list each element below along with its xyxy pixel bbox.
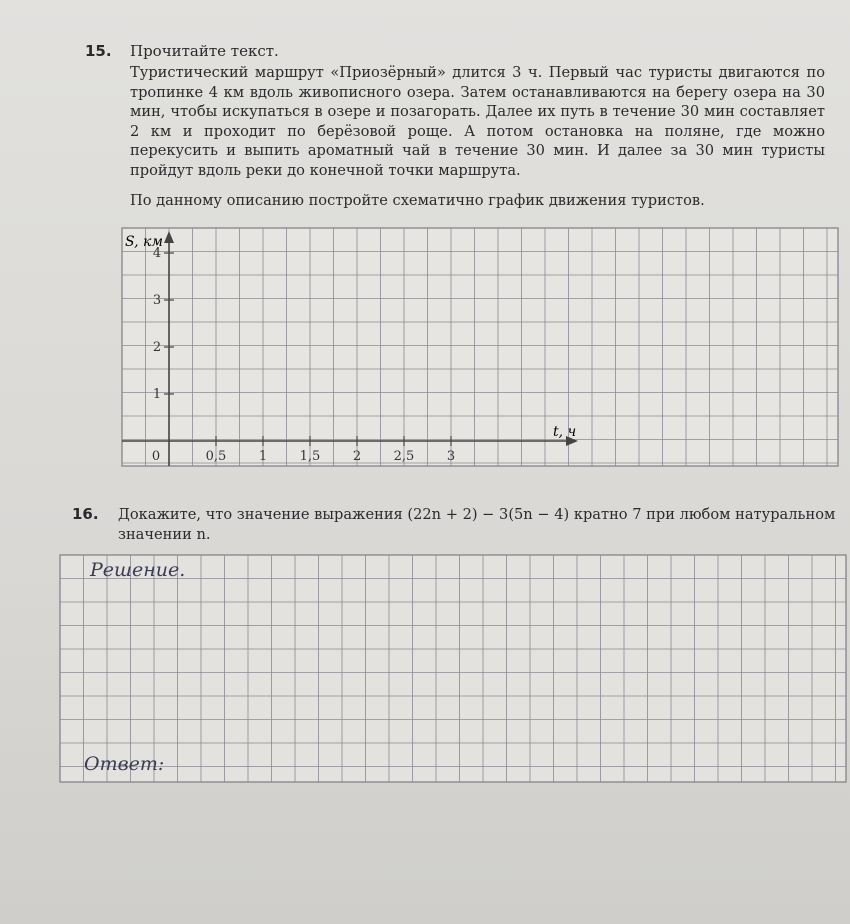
x-tick-label: 3 [446,449,456,464]
solution-label: Решение. [90,559,186,581]
problem-15-text: Туристический маршрут «Приозёрный» длится 3 ч. Первый час туристы двигаются по тропинке 4 км вдоль живописного озера. Затем останавливаются на берегу озера на 30 мин, чтобы искупаться в озере и позагорать. Далее их путь в течение 30 мин составляет 2 км и проходит по берёзовой роще. А потом остановка на поляне, где можно перекусить и выпить ароматный чай в течение 30 мин. И далее за 30 мин туристы пройдут вдоль реки до конечной точки маршрута. [130,64,825,179]
x-tick-label: 1 [258,449,268,464]
problem-15-task: По данному описанию постройте схематично график движения туристов. [130,192,705,209]
y-tick-label: 4 [152,246,162,261]
solution-grid[interactable] [60,555,846,782]
problem-15-number: 15. [85,42,112,60]
x-tick-label: 2 [352,449,362,464]
x-tick-label: 2,5 [393,449,415,464]
x-tick-label: 1,5 [299,449,321,464]
x-tick-label: 0,5 [205,449,227,464]
y-tick-label: 1 [152,387,162,402]
graph-grid [122,228,838,466]
problem-16-number: 16. [72,505,99,523]
y-axis-label: S, км [125,234,163,250]
graph-border [122,228,838,466]
x-axis-label: t, ч [553,424,577,440]
x-tick-label: 0 [151,449,161,464]
problem-15-intro: Прочитайте текст. [130,42,279,60]
problem-16-text: Докажите, что значение выражения (22n + 2) − 3(5n − 4) кратно 7 при любом натуральном значении n. [118,506,836,543]
y-tick-label: 2 [152,340,162,355]
answer-label: Ответ: [84,753,165,775]
y-tick-label: 3 [152,293,162,308]
